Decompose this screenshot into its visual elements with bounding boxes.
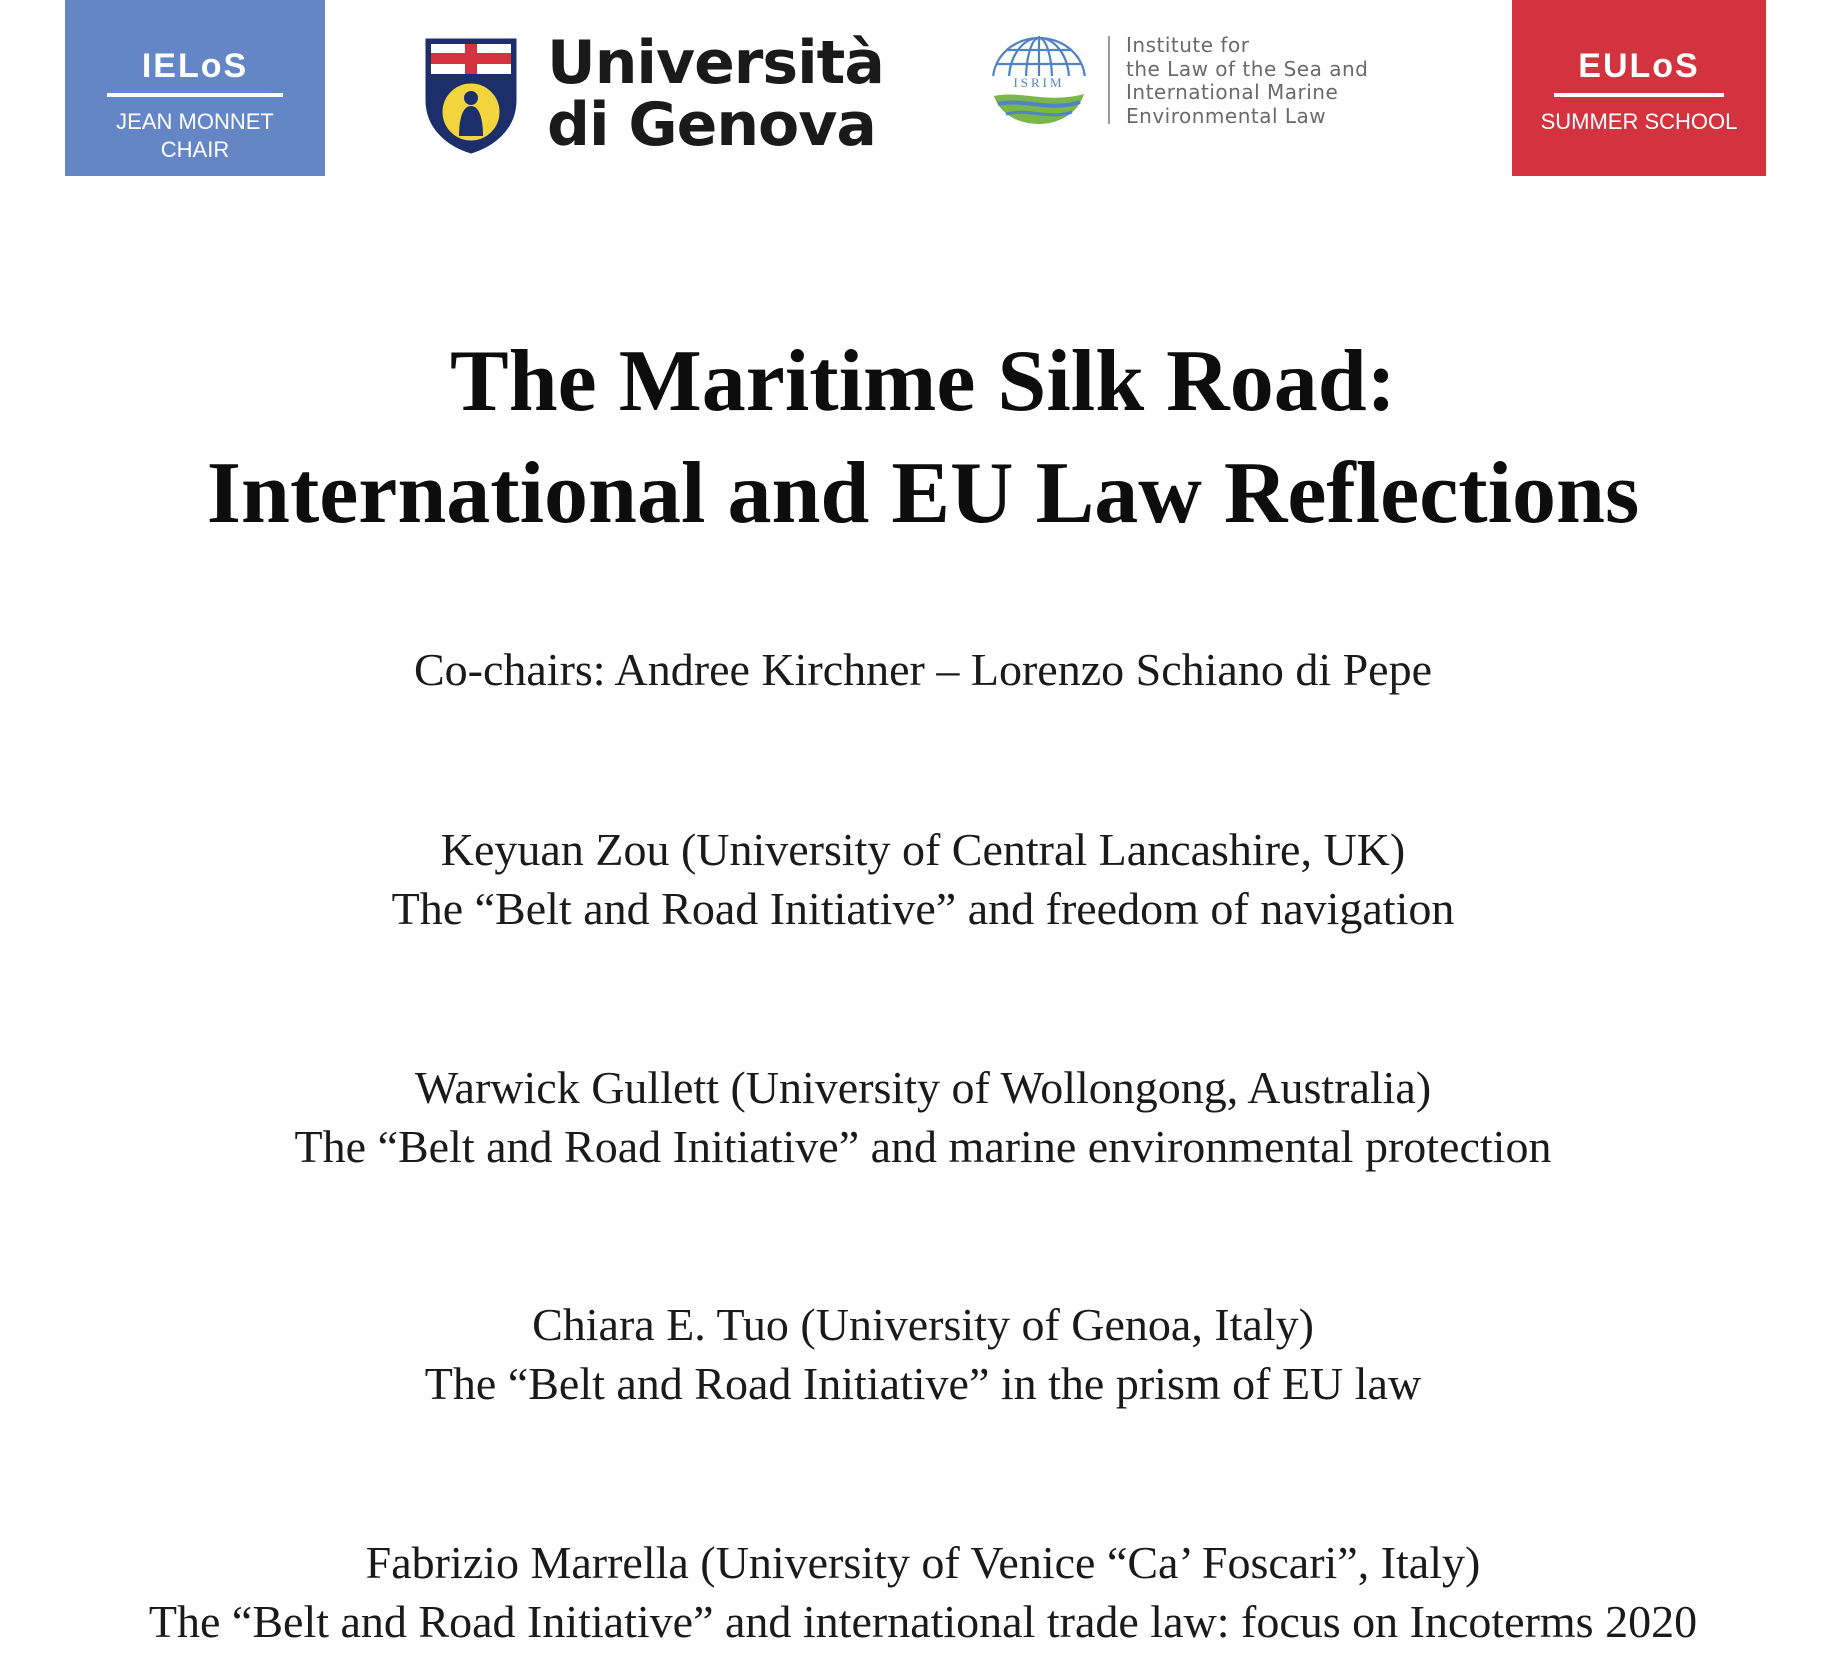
globe-icon (988, 34, 1090, 126)
ielos-logo-title: IELoS (141, 47, 249, 85)
speaker-3-name: Chiara E. Tuo (University of Genoa, Italy) (532, 1299, 1314, 1350)
isrim-institute-name: Institute for the Law of the Sea and International Marine Environmental Law (1126, 33, 1369, 128)
ielos-logo-subtitle: JEAN MONNET CHAIR (116, 109, 274, 162)
university-of-genoa-logo (425, 28, 895, 160)
isrim-divider (1108, 36, 1110, 124)
speaker-1-topic: The “Belt and Road Initiative” and freedom of navigation (391, 883, 1455, 934)
speaker-1-name: Keyuan Zou (University of Central Lancashire, UK) (440, 824, 1406, 875)
university-of-genoa-wordmark: Università di Genova (547, 28, 884, 160)
page-title-line-2: International and EU Law Reflections (206, 445, 1640, 542)
speaker-4-name: Fabrizio Marrella (University of Venice “Ca’ Foscari”, Italy) (365, 1537, 1481, 1588)
eulos-logo-title: EULoS (1578, 47, 1700, 85)
speaker-3-topic: The “Belt and Road Initiative” in the prism of EU law (424, 1358, 1422, 1409)
eulos-logo (1512, 0, 1766, 176)
speaker-2-topic: The “Belt and Road Initiative” and marine environmental protection (294, 1121, 1552, 1172)
ielos-logo (65, 0, 325, 176)
isrim-globe-label: ISRIM (1013, 75, 1065, 90)
speaker-2-name: Warwick Gullett (University of Wollongong, Australia) (414, 1062, 1432, 1113)
page-title-line-1: The Maritime Silk Road: (450, 333, 1396, 430)
speaker-4-topic: The “Belt and Road Initiative” and international trade law: focus on Incoterms 2020 (148, 1596, 1698, 1647)
eulos-logo-rule (1554, 93, 1724, 97)
ielos-logo-rule (107, 93, 283, 97)
eulos-logo-subtitle: SUMMER SCHOOL (1540, 109, 1738, 134)
cochairs-line: Co-chairs: Andree Kirchner – Lorenzo Schiano di Pepe (413, 644, 1433, 695)
isrim-logo (988, 34, 1388, 134)
university-crest-icon (425, 38, 517, 154)
